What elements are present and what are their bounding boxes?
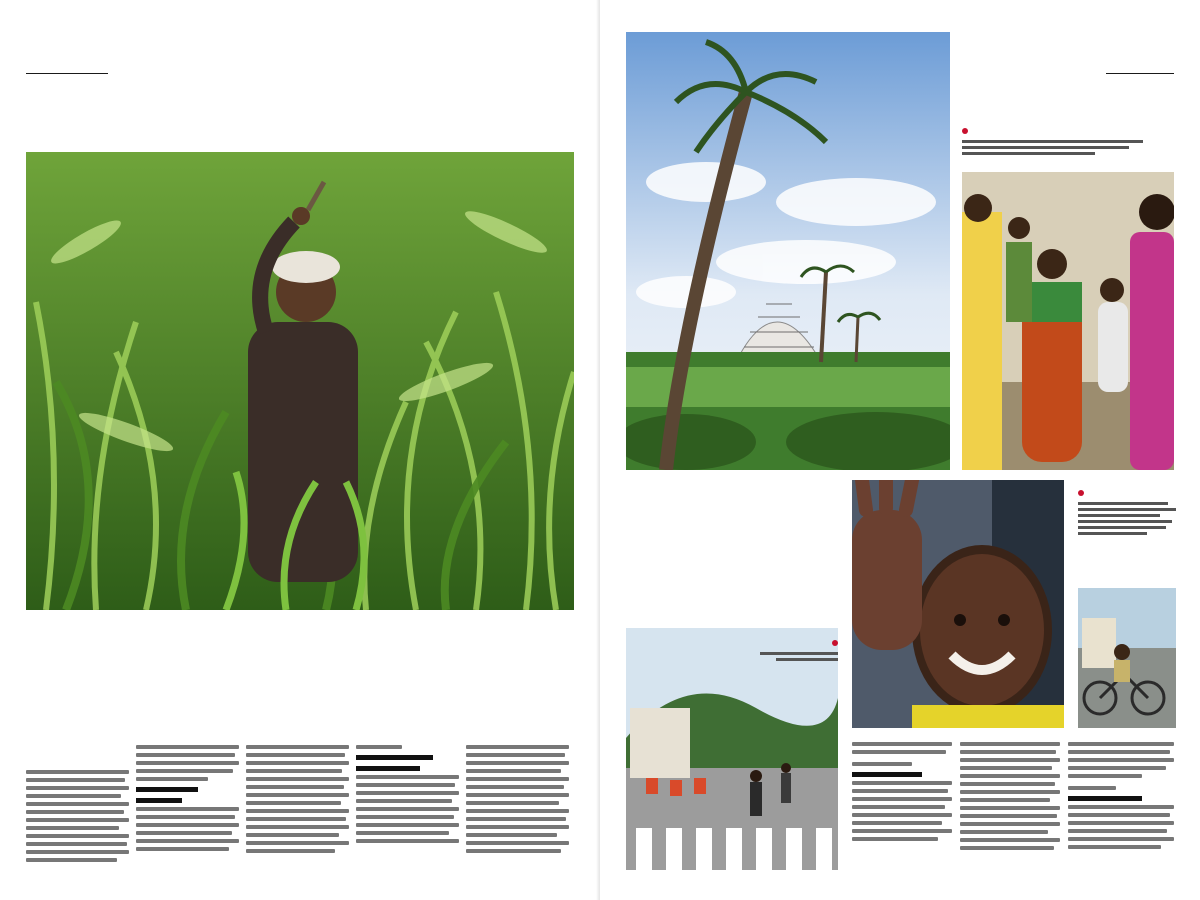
caption-middle-right bbox=[1078, 490, 1176, 538]
caption-bullet bbox=[832, 640, 838, 646]
body-column-7 bbox=[960, 742, 1060, 854]
cornfield-photo bbox=[26, 152, 574, 610]
section-rule bbox=[26, 73, 108, 74]
body-column-4 bbox=[356, 745, 459, 847]
caption-bullet bbox=[1078, 490, 1084, 496]
caption-top-right bbox=[962, 128, 1152, 158]
women-group-photo bbox=[962, 172, 1174, 470]
body-column-5 bbox=[466, 745, 569, 857]
right-page bbox=[600, 0, 1200, 900]
child-waving-photo bbox=[852, 480, 1064, 728]
body-column-3 bbox=[246, 745, 349, 857]
body-column-8 bbox=[1068, 742, 1174, 853]
pull-quote bbox=[628, 480, 843, 625]
body-column-1 bbox=[26, 770, 129, 866]
kigali-convention-centre-photo bbox=[626, 32, 950, 470]
caption-bullet bbox=[962, 128, 968, 134]
caption-bottom-left bbox=[760, 640, 838, 664]
bicycles-photo bbox=[1078, 588, 1176, 728]
body-column-2 bbox=[136, 745, 239, 855]
section-rule bbox=[1106, 73, 1174, 74]
kigali-street-photo bbox=[626, 628, 838, 870]
body-column-6 bbox=[852, 742, 952, 845]
